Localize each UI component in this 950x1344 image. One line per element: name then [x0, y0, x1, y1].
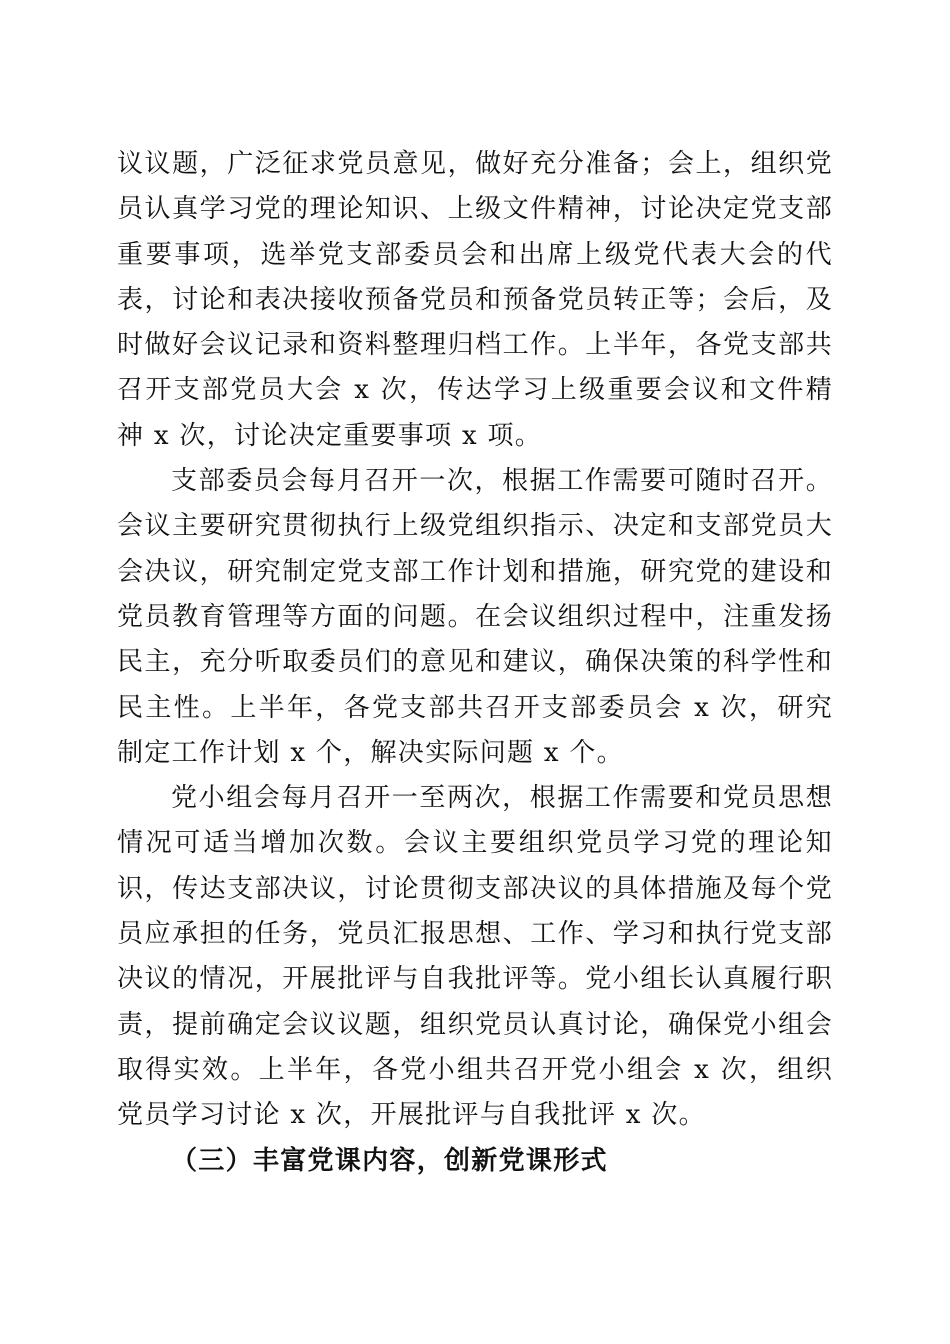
paragraph-party-group: 党小组会每月召开一至两次，根据工作需要和党员思想情况可适当增加次数。会议主要组织党员学习党的理论知识，传达支部决议，讨论贯彻支部决议的具体措施及每个党员应承担的任务，党员汇报思想、工作、学习和执行党支部决议的情况，开展批评与自我批评等。党小组长认真履行职责，提前确定会议议题，组织党员认真讨论，确保党小组会取得实效。上半年，各党小组共召开党小组会 x 次，组织党员学习讨论 x 次，开展批评与自我批评 x 次。 [117, 783, 833, 1131]
section-heading: （三）丰富党课内容，创新党课形式 [171, 1145, 608, 1176]
document-body [117, 142, 833, 1184]
paragraph-continuation: 议议题，广泛征求党员意见，做好充分准备；会上，组织党员认真学习党的理论知识、上级文件精神，讨论决定党支部重要事项，选举党支部委员会和出席上级党代表大会的代表，讨论和表决接收预备党员和预备党员转正等；会后，及时做好会议记录和资料整理归档工作。上半年，各党支部共召开支部党员大会 x 次，传达学习上级重要会议和文件精神 x 次，讨论决定重要事项 x 项。 [117, 149, 833, 451]
paragraph-branch-committee: 支部委员会每月召开一次，根据工作需要可随时召开。会议主要研究贯彻执行上级党组织指示、决定和支部党员大会决议，研究制定党支部工作计划和措施，研究党的建设和党员教育管理等方面的问题。在会议组织过程中，注重发扬民主，充分听取委员们的意见和建议，确保决策的科学性和民主性。上半年，各党支部共召开支部委员会 x 次，研究制定工作计划 x 个，解决实际问题 x 个。 [117, 466, 833, 768]
